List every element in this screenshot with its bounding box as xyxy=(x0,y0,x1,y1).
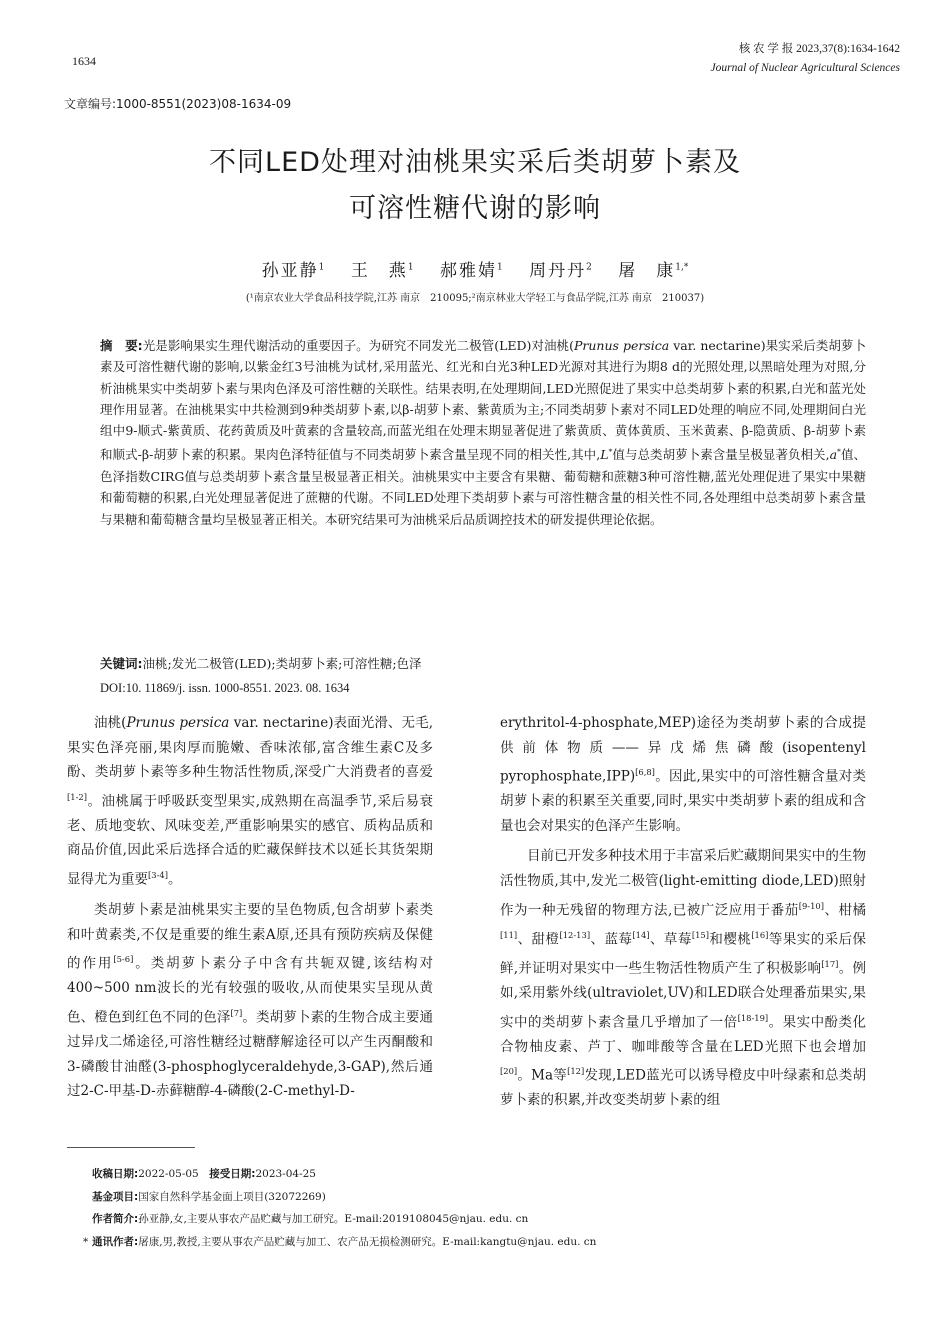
journal-citation: 核 农 学 报 2023,37(8):1634-1642 xyxy=(738,43,900,55)
footnote-fund: 基金项目:国家自然科学基金面上项目(32072269) xyxy=(92,1190,326,1203)
doi: DOI:10. 11869/j. issn. 1000-8551. 2023. 08. 1634 xyxy=(100,681,350,695)
author: 屠 康$^{1,*}$ xyxy=(618,261,689,281)
body-column-right xyxy=(500,711,866,1113)
footnote-dates: 收稿日期:2022-05-05 接受日期:2023-04-25 xyxy=(92,1168,316,1180)
body-paragraph: erythritol-4-phosphate,MEP)途径为类胡萝卜素的合成提供前体物质——异戊烯焦磷酸(isopentenyl pyrophosphate,IPP)[6,8]。因此,果实中的可溶性糖含量对类胡萝卜素的积累至关重要,同时,果实中类胡萝卜素的组成和含量也会对果实的色泽产生影响。 xyxy=(500,715,866,834)
author: 郝雅婧$^1$ xyxy=(439,261,503,281)
page-number: 1634 xyxy=(72,54,96,68)
author-affiliation: (¹南京农业大学食品科技学院,江苏 南京 210095;²南京林业大学轻工与食品学院,江苏 南京 210037) xyxy=(245,293,705,304)
author-list xyxy=(0,256,950,281)
body-paragraph: 油桃(Prunus persica var. nectarine)表面光滑、无毛,果实色泽亮丽,果肉厚而脆嫩、香味浓郁,富含维生素C及多酚、类胡萝卜素等多种生物活性物质,深受广大消费者的喜爱[1-2]。油桃属于呼吸跃变型果实,成熟期在高温季节,采后易衰老、质地变软、风味变差,严重影响果实的感官、质构品质和商品价值,因此采后选择合适的贮藏保鲜技术以延长其货架期显得尤为重要[3-4]。 xyxy=(67,715,433,888)
body-paragraph: 类胡萝卜素是油桃果实主要的呈色物质,包含胡萝卜素类和叶黄素类,不仅是重要的维生素A原,还具有预防疾病及保健的作用[5-6]。类胡萝卜素分子中含有共轭双键,该结构对400~500 nm波长的光有较强的吸收,从而使果实呈现从黄色、橙色到红色不同的色泽[7]。类胡萝卜素的生物合成主要通过异戊二烯途径,可溶性糖经过糖酵解途径可以产生丙酮酸和3-磷酸甘油醛(3-phosphoglyceraldehyde,3-GAP),然后通过2-C-甲基-D-赤藓糖醇-4-磷酸(2-C-methyl-D- xyxy=(67,902,434,1100)
journal-header xyxy=(710,40,900,78)
body-paragraph: 目前已开发多种技术用于丰富采后贮藏期间果实中的生物活性物质,其中,发光二极管(light-emitting diode,LED)照射作为一种无残留的物理方法,已被广泛应用于番茄[9-10]、柑橘[11]、甜橙[12-13]、蓝莓[14]、草莓[15]和樱桃[16]等果实的采后保鲜,并证明对果实中一些生物活性物质产生了积极影响[17]。例如,采用紫外线(ultraviolet,UV)和LED联合处理番茄果实,果实中的类胡萝卜素含量几乎增加了一倍[18-19]。果实中酚类化合物柚皮素、芦丁、咖啡酸等含量在LED光照下也会增加[20]。Ma等[12]发现,LED蓝光可以诱导橙皮中叶绿素和总类胡萝卜素的积累,并改变类胡萝卜素的组 xyxy=(500,848,867,1109)
paper-title-line-2: 可溶性糖代谢的影响 xyxy=(349,193,601,224)
keywords: 关键词:油桃;发光二极管(LED);类胡萝卜素;可溶性糖;色泽 xyxy=(100,656,422,671)
body-column-left xyxy=(67,711,433,1104)
footnote-author: 作者简介:孙亚静,女,主要从事农产品贮藏与加工研究。E-mail:2019108045@njau. edu. cn xyxy=(92,1213,529,1225)
author: 孙亚静$^1$ xyxy=(261,261,325,281)
author: 周丹丹$^2$ xyxy=(529,261,592,281)
abstract: 摘 要:光是影响果实生理代谢活动的重要因子。为研究不同发光二极管(LED)对油桃(Prunus persica var. nectarine)果实采后类胡萝卜素及可溶性糖代谢的影响,以紫金红3号油桃为试材,采用蓝光、红光和白光3种LED光源对其进行为期8 d的光照处理,以黑暗处理为对照,分析油桃果实中类胡萝卜素与果肉色泽及可溶性糖的关联性。结果表明,在处理期间,LED光照促进了果实中总类胡萝卜素的积累,白光和蓝光处理作用显著。在油桃果实中共检测到9种类胡萝卜素,以β-胡萝卜素、紫黄质为主;不同类胡萝卜素对不同LED处理的响应不同,处理期间白光组中9-顺式-紫黄质、花药黄质及叶黄素的含量较高,而蓝光组在处理末期显著促进了紫黄质、黄体黄质、玉米黄素、β-隐黄质、β-胡萝卜素和顺式-β-胡萝卜素的积累。果肉色泽特征值与不同类胡萝卜素含量呈现不同的相关性,其中,L*值与总类胡萝卜素含量呈极显著负相关,a*值、色泽指数CIRG值与总类胡萝卜素含量呈极显著正相关。油桃果实中主要含有果糖、葡萄糖和蔗糖3种可溶性糖,蓝光处理促进了果实中果糖和葡萄糖的积累,白光处理显著促进了蔗糖的代谢。不同LED处理下类胡萝卜素与可溶性糖含量的相关性不同,各处理组中总类胡萝卜素含量与果糖和葡萄糖含量均呈极显著正相关。本研究结果可为油桃采后品质调控技术的研发提供理论依据。 xyxy=(100,338,866,527)
footnote-corresponding-author: * 通讯作者:屠康,男,教授,主要从事农产品贮藏与加工、农产品无损检测研究。E-mail:kangtu@njau. edu. cn xyxy=(83,1235,597,1248)
paper-title-line-1: 不同LED处理对油桃果实采后类胡萝卜素及 xyxy=(209,147,741,178)
journal-english-name: Journal of Nuclear Agricultural Sciences xyxy=(710,62,900,74)
footnote-divider xyxy=(67,1147,195,1148)
article-number: 文章编号:1000-8551(2023)08-1634-09 xyxy=(64,97,292,111)
footnotes xyxy=(83,1163,597,1253)
author: 王 燕$^1$ xyxy=(350,261,414,281)
keywords-label: 关键词: xyxy=(100,656,143,671)
abstract-label: 摘 要: xyxy=(100,338,143,353)
